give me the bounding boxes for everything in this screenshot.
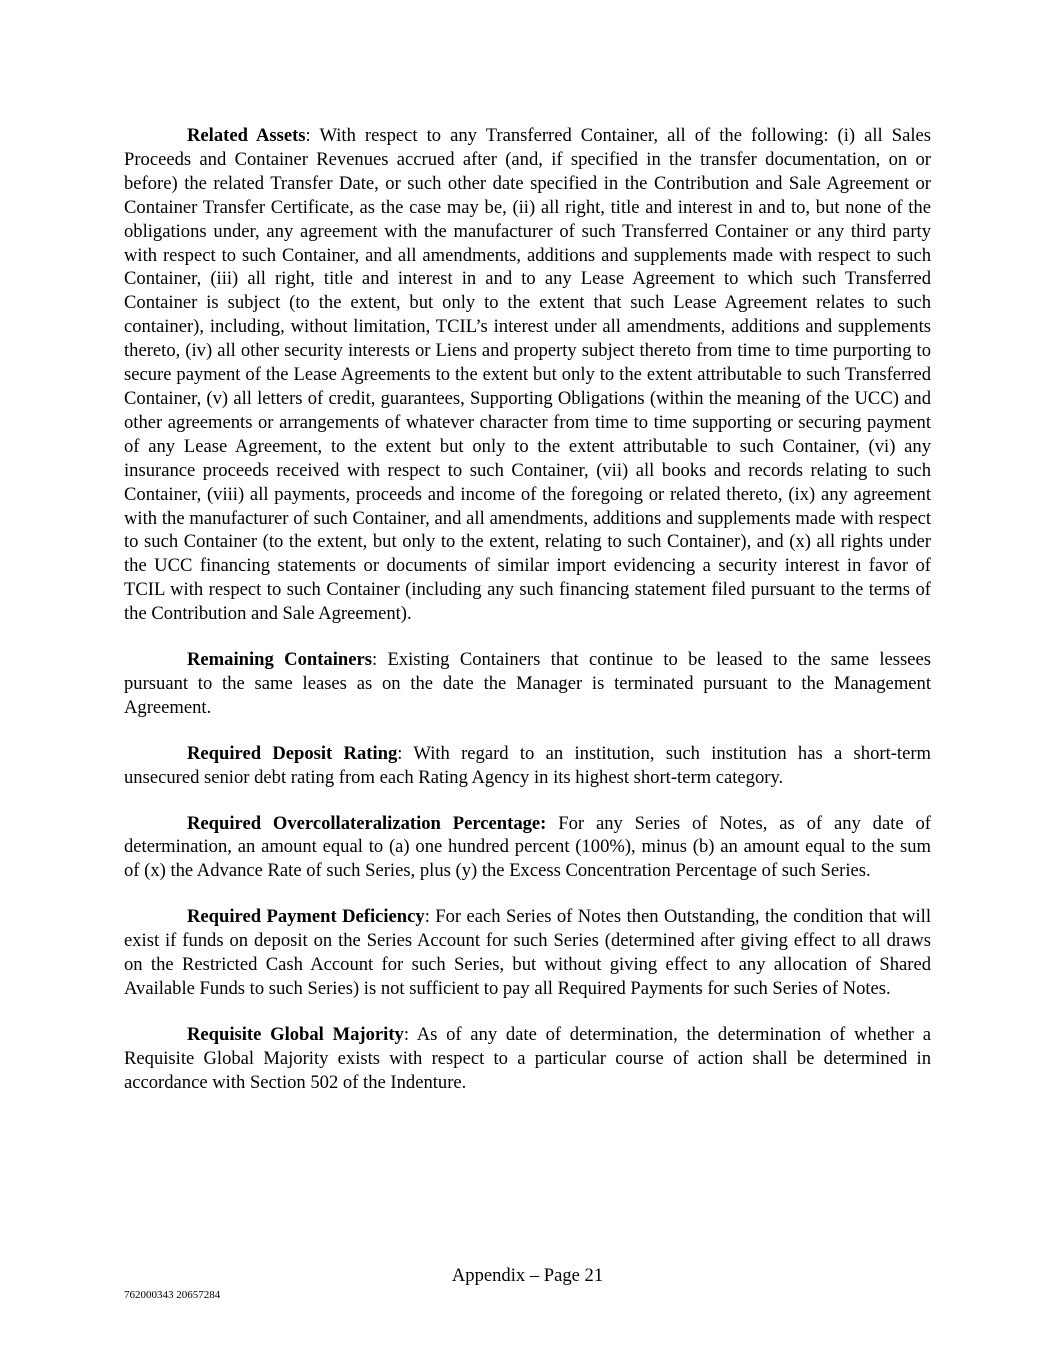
document-body [124,124,931,1117]
definition-required-deposit-rating [124,742,931,790]
term-separator: : [424,906,436,928]
term-separator [546,813,558,834]
definition-required-overcollateralization-percentage [124,812,931,884]
definition-term: Requisite Global Majority [187,1023,404,1045]
definition-required-payment-deficiency [124,905,931,1001]
definition-related-assets [124,124,931,626]
definition-text: For each Series of Notes then Outstanding, the condition that will exist if funds on deposit on the Series Account for such Series (determined after giving effect to all draws on the Restricted Cash Account for such Series, but without giving effect to any allocation of Shared Available Funds to such Series) is not sufficient to pay all Required Payments for such Series of Notes. [124,906,931,999]
definition-term: Required Deposit Rating [187,742,398,764]
term-separator: : [305,125,320,146]
definition-term: Remaining Containers [187,649,372,671]
definition-term: Related Assets [187,125,306,146]
definition-text: For any Series of Notes, as of any date of determination, an amount equal to (a) one hundred percent (100%), minus (b) an amount equal to the sum of (x) the Advance Rate of such Series, plus (y) the Excess Concentration Percentage of such Series. [124,812,931,882]
definition-requisite-global-majority [124,1023,931,1095]
term-separator: : [403,1023,417,1045]
definition-term: Required Payment Deficiency [187,906,425,928]
definition-text: Existing Containers that continue to be leased to the same lessees pursuant to the same leases as on the date the Manager is terminated pursuant to the Management Agreement. [124,649,931,718]
definition-text: As of any date of determination, the determination of whether a Requisite Global Majority exists with respect to a particular course of action shall be determined in accordance with Section 502 of the Indenture. [124,1023,931,1093]
document-id: 762000343 20657284 [124,1289,221,1301]
page-number-footer: Appendix – Page 21 [451,1265,604,1286]
definition-remaining-containers [124,648,931,720]
definition-text: With respect to any Transferred Container, all of the following: (i) all Sales Proceeds and Container Revenues accrued after (and, if specified in the transfer documentation, on or before) the related Transfer Date, or such other date specified in the Contribution and Sale Agreement or Container Transfer Certificate, as the case may be, (ii) all right, title and interest in and to, but none of the obligations under, any agreement with the manufacturer of such Transferred Container or any third party with respect to such Container, and all amendments, additions and supplements made with respect to such Container, (iii) all right, title and interest in and to any Lease Agreement to which such Transferred Container is subject (to the extent, but only to the extent that such Lease Agreement relates to such container), including, without limitation, TCIL’s interest under all amendments, additions and supplements thereto, (iv) all other security interests or Liens and property subject thereto from time to time purporting to secure payment of the Lease Agreements to the extent but only to the extent attributable to such Transferred Container, (v) all letters of credit, guarantees, Supporting Obligations (within the meaning of the UCC) and other agreements or arrangements of whatever character from time to time supporting or securing payment of any Lease Agreement, to the extent but only to the extent attributable to such Container, (vi) any insurance proceeds received with respect to such Container, (vii) all books and records relating to such Container, (viii) all payments, proceeds and income of the foregoing or related thereto, (ix) any agreement with the manufacturer of such Container, and all amendments, additions and supplements made with respect to such Container (to the extent, but only to the extent, relating to such Container), and (x) all rights under the UCC financing statements or documents of similar import evidencing a security interest in favor of TCIL with respect to such Container (including any such financing statement filed pursuant to the terms of the Contribution and Sale Agreement). [124,125,932,625]
term-separator: : [397,742,414,764]
definition-text: With regard to an institution, such institution has a short-term unsecured senior debt rating from each Rating Agency in its highest short-term category. [124,742,932,788]
definition-term: Required Overcollateralization Percentage: [187,812,547,834]
term-separator: : [371,649,388,671]
